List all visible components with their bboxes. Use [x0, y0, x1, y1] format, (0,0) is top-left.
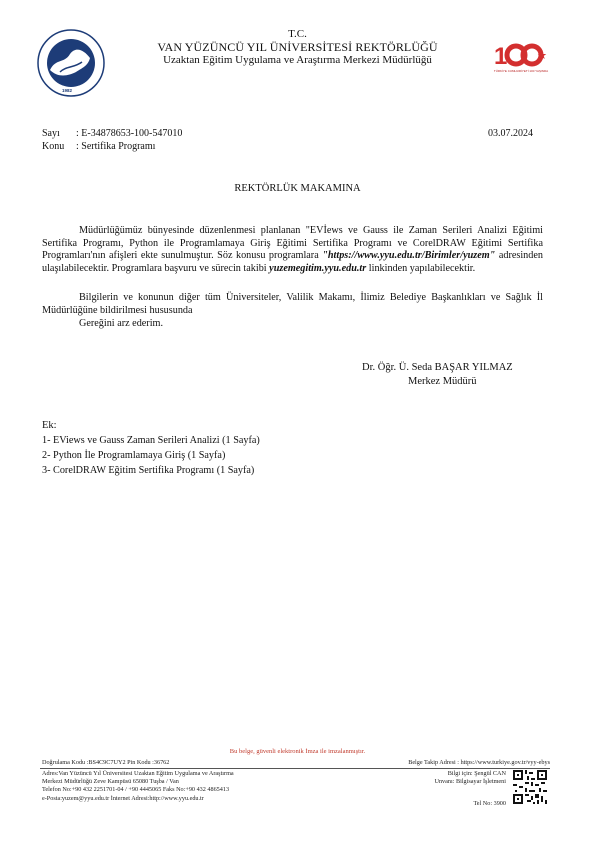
- footer-address-2: Merkezi Müdürlüğü Zeve Kampüsü 65080 Tuşba / Van: [42, 778, 179, 785]
- footer-address-1: Adres:Van Yüzüncü Yıl Üniversitesi Uzaktan Eğitim Uygulama ve Araştırma: [42, 770, 234, 777]
- closing-line: Gereğini arz ederim.: [79, 318, 164, 329]
- p1-text-a: Müdürlüğümüz bünyesinde düzenlenmesi planlanan "EVİews ve Gauss ile Zaman Serileri Analizi Eğitimi Sertifika Programı, Python ile Programlamaya Giriş Eğitimi Sertifika Programı ve CorelDRAW Eğitimi Sertifika Programları'nın afişleri ekte sunulmuştur. Söz konusu programlara: [42, 225, 543, 262]
- konu-label: Konu: [42, 141, 65, 152]
- header-line-center: Uzaktan Eğitim Uygulama ve Araştırma Merkezi Müdürlüğü: [163, 54, 432, 66]
- tracking-address[interactable]: Belge Takip Adresi : https://www.turkiye.gov.tr/vyy-ebys: [408, 759, 550, 766]
- footer-info-for: Bilgi için: Şengül CAN: [447, 770, 506, 777]
- header-line-rectorate: VAN YÜZÜNCÜ YIL ÜNİVERSİTESİ REKTÖRLÜĞÜ: [157, 40, 438, 54]
- logo-caption: TÜRKİYE CUMHURİYETİ 100 YAŞINDA: [493, 69, 549, 73]
- footer-info-title: Unvanı: Bilgisayar İşletmeni: [434, 778, 506, 785]
- attachments-label: Ek:: [42, 420, 57, 431]
- signatory-name: Dr. Öğr. Ü. Seda BAŞAR YILMAZ: [362, 362, 513, 373]
- footer-phone: Telefon No:+90 432 2251701-04 / +90 4445065 Faks No:+90 432 4865413: [42, 786, 230, 793]
- footer-email: e-Posta:yuzem@yyu.edu.tr İnternet Adresi:http://www.yyu.edu.tr: [42, 795, 204, 802]
- sayi-label: Sayı: [42, 128, 60, 139]
- body-paragraph-2: Bilgilerin ve konunun diğer tüm Üniversiteler, Valilik Makamı, İlimiz Belediye Başkanlıkları ve Sağlık İl Müdürlüğüne bildirilmesi hususunda: [42, 292, 543, 316]
- konu-value: : Sertifika Programı: [76, 141, 156, 152]
- esign-note: Bu belge, güvenli elektronik İmza ile imzalanmıştır.: [229, 748, 366, 755]
- footer-tel: Tel No: 3900: [473, 800, 506, 807]
- attachment-item-1: 1- EViews ve Gauss Zaman Serileri Analizi (1 Sayfa): [42, 435, 260, 446]
- yuzemegitim-link[interactable]: yuzemegitim.yyu.edu.tr: [269, 262, 367, 274]
- attachment-item-3: 3- CorelDRAW Eğitim Sertifika Programı (1 Sayfa): [42, 465, 255, 476]
- footer-divider: [40, 768, 550, 769]
- verification-code: Doğrulama Kodu :BS4C9C7UY2 Pin Kodu :36762: [42, 759, 170, 766]
- attachment-item-2: 2- Python İle Programlamaya Giriş (1 Sayfa): [42, 450, 226, 461]
- svg-text:1: 1: [494, 43, 508, 70]
- document-date: 03.07.2024: [488, 128, 533, 139]
- addressee: REKTÖRLÜK MAKAMINA: [234, 183, 361, 194]
- logo-year: 1982: [62, 88, 73, 93]
- header-line-tc: T.C.: [288, 28, 307, 40]
- p1-text-b: adresinden ulaşılabilecektir. Programlara başvuru ve sürecin takibi: [42, 250, 543, 274]
- yuzem-web-link[interactable]: "https://www.yyu.edu.tr/Birimler/yuzem": [322, 250, 496, 262]
- signatory-title: Merkez Müdürü: [408, 376, 477, 387]
- body-paragraph-1: [42, 225, 543, 275]
- sayi-value: : E-34878653-100-547010: [76, 128, 183, 139]
- qr-code-icon[interactable]: [513, 770, 547, 804]
- p1-text-c: linkinden yapılabilecektir.: [366, 262, 476, 274]
